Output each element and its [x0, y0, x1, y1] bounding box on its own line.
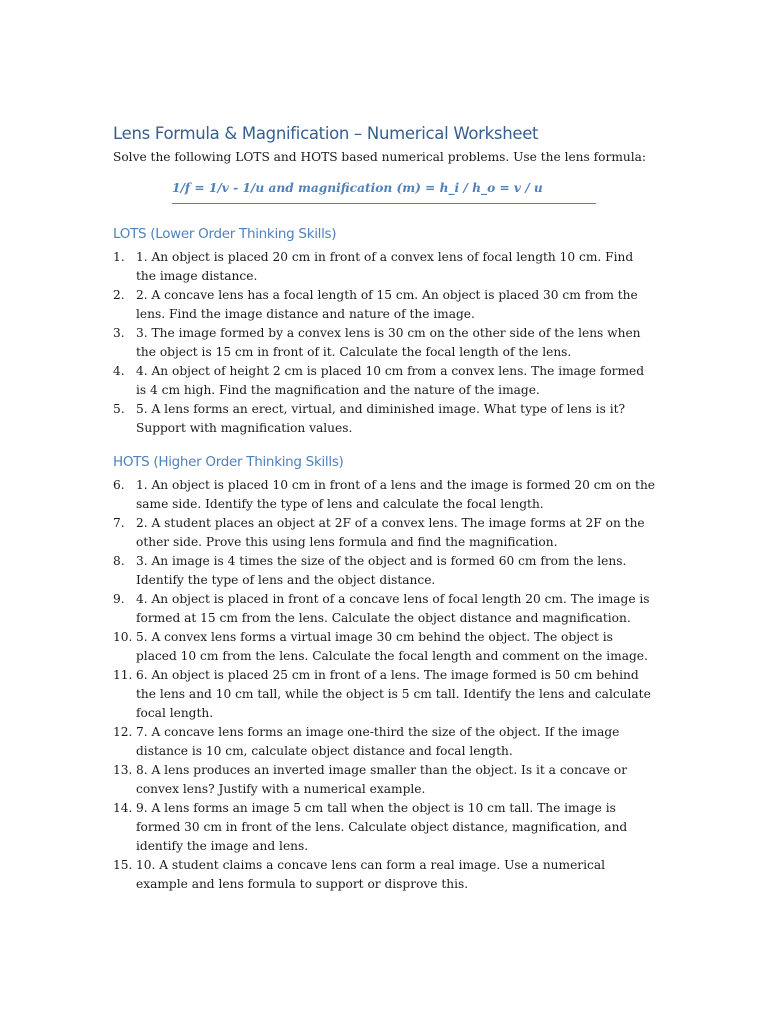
list-item: [0, 552, 656, 590]
list-item: [0, 761, 656, 799]
hots-heading: HOTS (Higher Order Thinking Skills): [113, 454, 344, 470]
lots-heading: LOTS (Lower Order Thinking Skills): [113, 226, 337, 242]
item-number: 8.: [113, 554, 125, 568]
item-text: 6. An object is placed 25 cm in front of a lens. The image formed is 50 cm behind the lens and 10 cm tall, while the object is 5 cm tall. Identify the lens and calculate focal length.: [136, 668, 651, 720]
item-number: 14.: [113, 801, 133, 815]
item-number: 10.: [113, 630, 133, 644]
item-number: 12.: [113, 725, 133, 739]
item-text: 3. The image formed by a convex lens is 30 cm on the other side of the lens when the object is 15 cm in front of it. Calculate the focal length of the lens.: [136, 326, 641, 359]
item-number: 6.: [113, 478, 125, 492]
worksheet-title: Lens Formula & Magnification – Numerical Worksheet: [113, 124, 539, 143]
item-number: 13.: [113, 763, 133, 777]
intro-text: Solve the following LOTS and HOTS based numerical problems. Use the lens formula:: [113, 150, 647, 164]
item-number: 1.: [113, 250, 125, 264]
item-text: 8. A lens produces an inverted image smaller than the object. Is it a concave or convex lens? Justify with a numerical example.: [136, 763, 628, 796]
item-text: 5. A convex lens forms a virtual image 30 cm behind the object. The object is placed 10 cm from the lens. Calculate the focal length and comment on the image.: [136, 630, 648, 663]
item-text: 2. A student places an object at 2F of a convex lens. The image forms at 2F on the other side. Prove this using lens formula and find the magnification.: [136, 516, 645, 549]
list-item: [0, 666, 656, 723]
lens-formula: 1/f = 1/v - 1/u and magnification (m) = h_i / h_o = v / u: [172, 181, 596, 204]
item-text: 2. A concave lens has a focal length of 15 cm. An object is placed 30 cm from the lens. Find the image distance and nature of the image.: [136, 288, 638, 321]
list-item: [0, 248, 656, 286]
list-item: [0, 362, 656, 400]
list-item: [0, 799, 656, 856]
list-item: [0, 628, 656, 666]
item-text: 4. An object of height 2 cm is placed 10 cm from a convex lens. The image formed is 4 cm high. Find the magnification and the nature of the image.: [136, 364, 645, 397]
item-number: 3.: [113, 326, 125, 340]
list-item: [0, 856, 656, 894]
list-item: [0, 723, 656, 761]
hots-question-list: [0, 476, 656, 894]
lots-question-list: [0, 248, 656, 438]
item-number: 7.: [113, 516, 125, 530]
item-number: 15.: [113, 858, 133, 872]
list-item: [0, 286, 656, 324]
list-item: [0, 590, 656, 628]
item-text: 9. A lens forms an image 5 cm tall when the object is 10 cm tall. The image is formed 30 cm in front of the lens. Calculate object distance, magnification, and identify the image and lens.: [136, 801, 628, 853]
item-text: 1. An object is placed 20 cm in front of a convex lens of focal length 10 cm. Find the image distance.: [136, 250, 634, 283]
list-item: [0, 400, 656, 438]
item-number: 5.: [113, 402, 125, 416]
item-text: 1. An object is placed 10 cm in front of a lens and the image is formed 20 cm on the same side. Identify the type of lens and calculate the focal length.: [136, 478, 656, 511]
list-item: [0, 476, 656, 514]
item-text: 10. A student claims a concave lens can form a real image. Use a numerical example and lens formula to support or disprove this.: [136, 858, 605, 891]
item-text: 7. A concave lens forms an image one-third the size of the object. If the image distance is 10 cm, calculate object distance and focal length.: [136, 725, 620, 758]
item-text: 4. An object is placed in front of a concave lens of focal length 20 cm. The image is formed at 15 cm from the lens. Calculate the object distance and magnification.: [136, 592, 650, 625]
item-number: 11.: [113, 668, 133, 682]
list-item: [0, 324, 656, 362]
item-text: 3. An image is 4 times the size of the object and is formed 60 cm from the lens. Identify the type of lens and the object distance.: [136, 554, 627, 587]
item-text: 5. A lens forms an erect, virtual, and diminished image. What type of lens is it? Support with magnification values.: [136, 402, 626, 435]
list-item: [0, 514, 656, 552]
item-number: 4.: [113, 364, 125, 378]
item-number: 2.: [113, 288, 125, 302]
item-number: 9.: [113, 592, 125, 606]
